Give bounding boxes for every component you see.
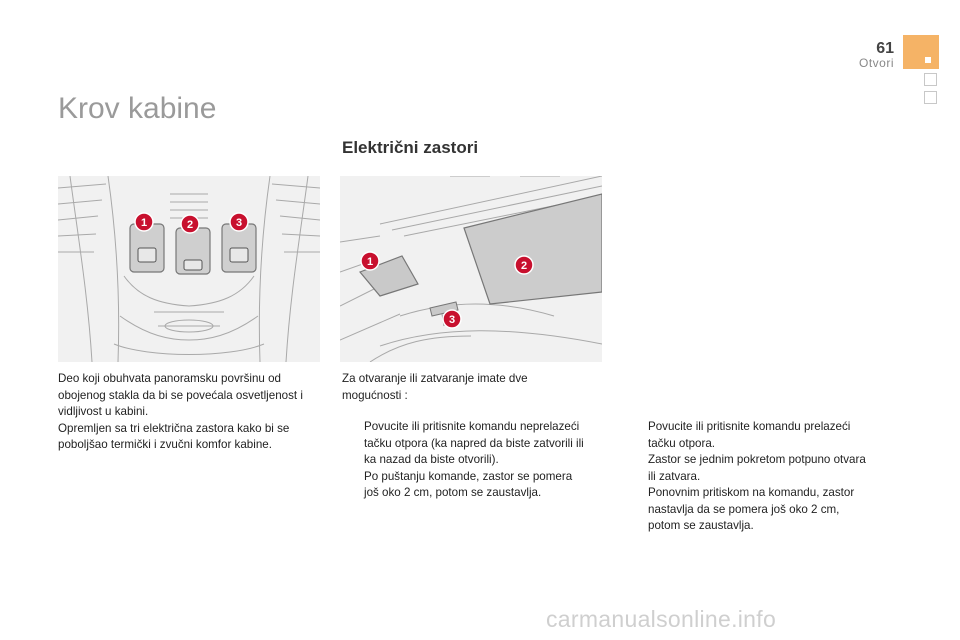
text-line: Opremljen sa tri električna zastora kako bi se xyxy=(58,421,290,435)
text-line: obojenog stakla da bi se povećala osvetljenost i xyxy=(58,388,303,402)
text-line: Povucite ili pritisnite komandu neprelazeći xyxy=(364,420,580,433)
text-line: još oko 2 cm, potom se zaustavlja. xyxy=(364,486,542,499)
options-intro xyxy=(342,371,602,404)
bullet-item xyxy=(626,419,896,539)
text-line: Zastor se jednim pokretom potpuno otvara xyxy=(648,453,866,466)
section-subtitle: Električni zastori xyxy=(342,138,479,157)
text-line: tačku otpora. xyxy=(648,436,716,450)
text-line: nastavlja da se pomera još oko 2 cm, xyxy=(648,502,840,516)
tab-marker xyxy=(925,57,931,63)
callout-1: 1 xyxy=(366,256,374,268)
chapter-tab-box xyxy=(924,91,937,104)
overhead-console-illustration xyxy=(58,176,320,362)
text-line: Ponovnim pritiskom na komandu, zastor xyxy=(648,486,855,499)
section-name: Otvori xyxy=(858,56,894,70)
callout-3: 3 xyxy=(235,217,243,229)
roof-blinds-illustration xyxy=(340,176,602,362)
page-number: 61 xyxy=(876,40,894,57)
intro-paragraph xyxy=(58,371,328,454)
text-line: potom se zaustavlja. xyxy=(648,519,754,532)
callout-2: 2 xyxy=(520,260,528,272)
chapter-tab-box xyxy=(924,73,937,86)
text-line: Deo koji obuhvata panoramsku površinu od xyxy=(58,372,281,385)
text-line: vidljivost u kabini. xyxy=(58,405,149,418)
callout-1: 1 xyxy=(140,217,148,229)
text-line: poboljšao termički i zvučni komfor kabine. xyxy=(58,438,272,451)
footer-watermark: carmanualsonline.info xyxy=(546,606,777,632)
text-line: mogućnosti : xyxy=(342,388,408,402)
text-line: Za otvaranje ili zatvaranje imate dve xyxy=(342,372,528,385)
text-line: Po puštanju komande, zastor se pomera xyxy=(364,469,573,483)
text-line: Povucite ili pritisnite komandu prelazeći xyxy=(648,420,851,433)
chapter-tab-active xyxy=(903,35,939,69)
page-title: Krov kabine xyxy=(58,92,217,125)
text-line: ili zatvara. xyxy=(648,469,701,483)
text-line: ka nazad da biste otvorili). xyxy=(364,453,499,466)
text-line: tačku otpora (ka napred da biste zatvorili ili xyxy=(364,436,584,450)
callout-2: 2 xyxy=(186,219,194,231)
bullet-item xyxy=(342,419,612,509)
callout-3: 3 xyxy=(448,314,456,326)
